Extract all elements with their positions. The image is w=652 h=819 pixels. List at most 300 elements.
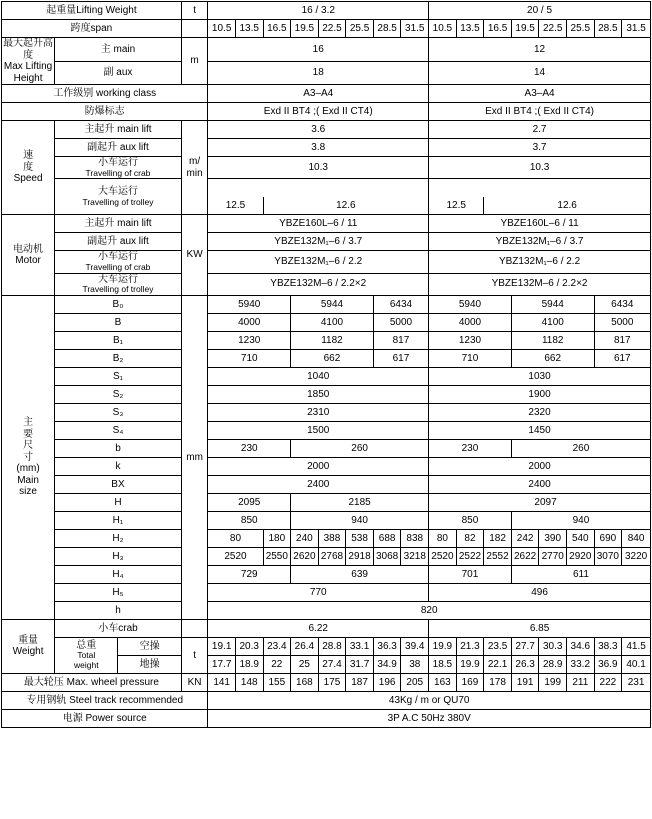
size-B-b-1: 4000: [429, 313, 512, 331]
main-size-label-cn-1: 主: [23, 417, 34, 429]
table-row-motor-crab: [2, 251, 651, 273]
table-row-size-S3: [2, 403, 651, 421]
sub-label-cab-control: 空操: [118, 637, 181, 655]
size-H3-b-7: 3070: [594, 547, 622, 565]
gnd-b-7: 36.9: [594, 655, 622, 673]
size-H4-a-2: 639: [291, 565, 429, 583]
table-row-size-H: [2, 493, 651, 511]
size-B0-b-3: 6434: [594, 295, 650, 313]
sub-label-motor-crab: [55, 251, 182, 273]
size-H1-a-1: 850: [208, 511, 291, 529]
value-speed-aux-lift-a: 3.8: [208, 139, 429, 157]
size-H-b-1: 2097: [429, 493, 651, 511]
size-H2-a-2: 180: [263, 529, 291, 547]
crane-specification-table: [1, 1, 651, 728]
row-label-span: 跨度span: [2, 20, 182, 38]
value-speed-trolley-a2: 12.6: [263, 197, 429, 215]
value-working-class-a: A3–A4: [208, 85, 429, 103]
value-speed-crab-b: 10.3: [429, 157, 651, 179]
size-B0-a-1: 5940: [208, 295, 291, 313]
size-B2-b-2: 662: [511, 349, 594, 367]
size-name-S2: S₂: [55, 385, 182, 403]
size-name-B0: B₀: [55, 295, 182, 313]
table-row-weight-crab: [2, 619, 651, 637]
table-row-size-H2: [2, 529, 651, 547]
wp-a-6: 187: [346, 673, 374, 691]
row-label-main-size: [2, 295, 55, 619]
size-H2-b-8: 840: [622, 529, 651, 547]
gnd-a-3: 22: [263, 655, 291, 673]
span-a-5: 22.5: [318, 20, 346, 38]
value-crab-weight-b: 6.85: [429, 619, 651, 637]
sub-label-ground-control: 地操: [118, 655, 181, 673]
unit-total-weight: t: [181, 637, 208, 673]
table-row-power-source: [2, 709, 651, 727]
sub-label-speed-crab: [55, 157, 182, 179]
span-b-6: 25.5: [567, 20, 595, 38]
sub-label-crab-weight: 小车crab: [55, 619, 182, 637]
size-S1-a: 1040: [208, 367, 429, 385]
max-lifting-height-label-en-1: Max Lifting: [3, 61, 53, 72]
motor-crab-label-en: Travelling of crab: [85, 261, 151, 272]
main-size-label-mm: (mm): [16, 463, 40, 475]
value-height-main-b: 12: [429, 38, 651, 62]
max-lifting-height-label-cn: 最大起升高度: [3, 38, 54, 61]
size-H3-b-1: 2520: [429, 547, 457, 565]
size-B0-a-2: 5944: [291, 295, 374, 313]
size-H1-b-1: 850: [429, 511, 512, 529]
row-label-wheel-pressure: 最大轮压 Max. wheel pressure: [2, 673, 182, 691]
size-H3-a-7: 3218: [401, 547, 429, 565]
table-row-motor-trolley: [2, 273, 651, 295]
size-H2-a-6: 688: [373, 529, 401, 547]
table-row-steel-track: [2, 691, 651, 709]
size-H2-b-4: 242: [511, 529, 539, 547]
size-B0-b-1: 5940: [429, 295, 512, 313]
spacer-speed-trolley-b: [429, 179, 651, 197]
size-H4-b-2: 611: [511, 565, 650, 583]
size-H4-b-1: 701: [429, 565, 512, 583]
gnd-b-8: 40.1: [622, 655, 651, 673]
table-row-size-k: [2, 457, 651, 475]
size-S1-b: 1030: [429, 367, 651, 385]
size-H3-a-3: 2620: [291, 547, 319, 565]
gnd-a-2: 18.9: [235, 655, 263, 673]
value-steel-track: 43Kg / m or QU70: [208, 691, 651, 709]
value-speed-trolley-b1: 12.5: [429, 197, 484, 215]
gnd-a-6: 31.7: [346, 655, 374, 673]
wp-b-2: 169: [456, 673, 484, 691]
speed-crab-label-en: Travelling of crab: [85, 167, 151, 178]
speed-label-en: Speed: [13, 173, 43, 185]
sub-label-motor-main-lift: 主起升 main lift: [55, 215, 182, 233]
table-row-speed-aux-lift: [2, 139, 651, 157]
size-S4-a: 1500: [208, 421, 429, 439]
size-H1-a-2: 940: [291, 511, 429, 529]
table-row-size-S4: [2, 421, 651, 439]
size-name-B2: B₂: [55, 349, 182, 367]
value-motor-main-lift-b: YBZE160L–6 / 11: [429, 215, 651, 233]
cab-a-1: 19.1: [208, 637, 236, 655]
size-name-S3: S₃: [55, 403, 182, 421]
value-explosion-proof-a: Exd II BT4 ;( Exd II CT4): [208, 103, 429, 121]
table-row-explosion-proof: [2, 103, 651, 121]
table-row-size-h: [2, 601, 651, 619]
size-H1-b-2: 940: [511, 511, 650, 529]
gnd-b-2: 19.9: [456, 655, 484, 673]
speed-label-cn-2: 度: [23, 161, 34, 173]
row-label-max-lifting-height: [2, 38, 55, 85]
span-b-2: 13.5: [456, 20, 484, 38]
size-B-b-3: 5000: [594, 313, 650, 331]
sub-label-speed-trolley: [55, 179, 182, 215]
sub-label-aux: 副 aux: [55, 61, 182, 85]
gnd-b-3: 22.1: [484, 655, 512, 673]
table-row-size-B2: [2, 349, 651, 367]
main-size-label-en-1: Main: [17, 474, 39, 486]
gnd-a-5: 27.4: [318, 655, 346, 673]
unit-main-size: mm: [181, 295, 208, 619]
span-b-1: 10.5: [429, 20, 457, 38]
span-a-6: 25.5: [346, 20, 374, 38]
size-BX-a: 2400: [208, 475, 429, 493]
motor-crab-label-cn: 小车运行: [97, 251, 138, 263]
size-S3-a: 2310: [208, 403, 429, 421]
size-S2-b: 1900: [429, 385, 651, 403]
size-H3-b-5: 2770: [539, 547, 567, 565]
span-a-4: 19.5: [291, 20, 319, 38]
unit-span: [181, 20, 208, 38]
cab-b-5: 30.3: [539, 637, 567, 655]
wp-a-4: 168: [291, 673, 319, 691]
main-size-label-cn-4: 寸: [23, 451, 34, 463]
motor-trolley-label-en: Travelling of trolley: [82, 284, 154, 295]
size-H2-a-1: 80: [208, 529, 263, 547]
size-H2-a-3: 240: [291, 529, 319, 547]
size-H3-b-3: 2552: [484, 547, 512, 565]
value-height-aux-b: 14: [429, 61, 651, 85]
row-label-power-source: 电源 Power source: [2, 709, 208, 727]
span-b-3: 16.5: [484, 20, 512, 38]
size-B1-b-2: 1182: [511, 331, 594, 349]
size-b-b-2: 260: [511, 439, 650, 457]
size-B-a-3: 5000: [373, 313, 428, 331]
size-H2-a-5: 538: [346, 529, 374, 547]
size-H3-a-2: 2550: [263, 547, 291, 565]
wp-a-3: 155: [263, 673, 291, 691]
size-B2-a-2: 662: [291, 349, 374, 367]
size-H3-b-4: 2622: [511, 547, 539, 565]
span-a-8: 31.5: [401, 20, 429, 38]
size-H3-b-2: 2522: [456, 547, 484, 565]
wp-b-5: 199: [539, 673, 567, 691]
wp-a-5: 175: [318, 673, 346, 691]
wp-b-1: 163: [429, 673, 457, 691]
table-row-size-H3: [2, 547, 651, 565]
size-H-a-1: 2095: [208, 493, 291, 511]
span-a-2: 13.5: [235, 20, 263, 38]
value-speed-crab-a: 10.3: [208, 157, 429, 179]
table-row-size-B1: [2, 331, 651, 349]
max-lifting-height-label-en-2: Height: [13, 72, 43, 84]
value-working-class-b: A3–A4: [429, 85, 651, 103]
size-H3-a-6: 3068: [373, 547, 401, 565]
size-H2-b-7: 690: [594, 529, 622, 547]
table-row-speed-main-lift: [2, 121, 651, 139]
size-name-B: B: [55, 313, 182, 331]
table-row-motor-aux-lift: [2, 233, 651, 251]
size-BX-b: 2400: [429, 475, 651, 493]
size-B0-a-3: 6434: [373, 295, 428, 313]
size-B2-b-3: 617: [594, 349, 650, 367]
cab-b-7: 38.3: [594, 637, 622, 655]
size-B0-b-2: 5944: [511, 295, 594, 313]
size-name-H: H: [55, 493, 182, 511]
span-a-3: 16.5: [263, 20, 291, 38]
size-b-b-1: 230: [429, 439, 512, 457]
size-B1-a-1: 1230: [208, 331, 291, 349]
table-row-size-BX: [2, 475, 651, 493]
size-name-H2: H₂: [55, 529, 182, 547]
size-B1-a-2: 1182: [291, 331, 374, 349]
speed-trolley-label-en: Travelling of trolley: [82, 196, 154, 207]
size-H2-b-5: 390: [539, 529, 567, 547]
row-label-working-class: 工作级别 working class: [2, 85, 208, 103]
table-row-weight-cab-control: [2, 637, 651, 655]
row-label-lifting-weight: 起重量Lifting Weight: [2, 2, 182, 20]
table-row-size-B: [2, 313, 651, 331]
main-size-label-en-2: size: [19, 486, 37, 498]
table-row-max-lifting-height-main: [2, 38, 651, 62]
unit-max-lifting-height: m: [181, 38, 208, 85]
value-speed-main-lift-b: 2.7: [429, 121, 651, 139]
size-H3-a-1: 2520: [208, 547, 263, 565]
size-H3-a-4: 2768: [318, 547, 346, 565]
span-b-7: 28.5: [594, 20, 622, 38]
gnd-b-1: 18.5: [429, 655, 457, 673]
wp-a-1: 141: [208, 673, 236, 691]
size-B-b-2: 4100: [511, 313, 594, 331]
size-H2-a-7: 838: [401, 529, 429, 547]
table-row-lifting-weight: [2, 2, 651, 20]
unit-motor: KW: [181, 215, 208, 296]
size-b-a-2: 260: [291, 439, 429, 457]
gnd-b-6: 33.2: [567, 655, 595, 673]
motor-trolley-label-cn: 大车运行: [97, 273, 138, 285]
table-row-size-H1: [2, 511, 651, 529]
table-row-working-class: [2, 85, 651, 103]
size-name-H1: H₁: [55, 511, 182, 529]
size-h-value: 820: [208, 601, 651, 619]
cab-a-5: 28.8: [318, 637, 346, 655]
value-speed-trolley-a1: 12.5: [208, 197, 263, 215]
sub-label-motor-aux-lift: 副起升 aux lift: [55, 233, 182, 251]
cab-b-2: 21.3: [456, 637, 484, 655]
size-name-k: k: [55, 457, 182, 475]
table-row-size-S1: [2, 367, 651, 385]
wp-b-6: 211: [567, 673, 595, 691]
table-row-size-H5: [2, 583, 651, 601]
motor-label-en: Motor: [15, 255, 41, 267]
size-H5-b: 496: [429, 583, 651, 601]
size-S3-b: 2320: [429, 403, 651, 421]
cab-a-8: 39.4: [401, 637, 429, 655]
row-label-steel-track: 专用钢轨 Steel track recommended: [2, 691, 208, 709]
row-label-speed: [2, 121, 55, 215]
size-name-h: h: [55, 601, 182, 619]
row-label-motor: [2, 215, 55, 296]
size-B2-a-3: 617: [373, 349, 428, 367]
cab-b-1: 19.9: [429, 637, 457, 655]
wp-b-3: 178: [484, 673, 512, 691]
table-row-size-b: [2, 439, 651, 457]
value-height-main-a: 16: [208, 38, 429, 62]
total-weight-label-en-1: Total: [77, 650, 96, 661]
total-weight-label-cn: 总重: [76, 639, 97, 651]
value-height-aux-a: 18: [208, 61, 429, 85]
motor-label-cn-1: 电动机: [13, 243, 44, 255]
cab-b-8: 41.5: [622, 637, 651, 655]
table-row-size-S2: [2, 385, 651, 403]
value-speed-main-lift-a: 3.6: [208, 121, 429, 139]
value-lifting-weight-b: 20 / 5: [429, 2, 651, 20]
gnd-a-4: 25: [291, 655, 319, 673]
value-speed-trolley-b2: 12.6: [484, 197, 651, 215]
main-size-label-cn-2: 要: [23, 428, 34, 440]
total-weight-label-en-2: weight: [74, 660, 99, 671]
size-k-b: 2000: [429, 457, 651, 475]
size-H2-b-6: 540: [567, 529, 595, 547]
size-k-a: 2000: [208, 457, 429, 475]
size-name-b: b: [55, 439, 182, 457]
size-name-S1: S₁: [55, 367, 182, 385]
table-row-motor-main-lift: [2, 215, 651, 233]
gnd-b-5: 28.9: [539, 655, 567, 673]
size-H4-a-1: 729: [208, 565, 291, 583]
table-row-speed-crab: [2, 157, 651, 179]
main-size-label-cn-3: 尺: [23, 440, 34, 452]
size-name-BX: BX: [55, 475, 182, 493]
speed-crab-label-cn: 小车运行: [97, 157, 138, 168]
sub-label-speed-aux-lift: 副起升 aux lift: [55, 139, 182, 157]
value-lifting-weight-a: 16 / 3.2: [208, 2, 429, 20]
size-H2-a-4: 388: [318, 529, 346, 547]
unit-speed-1: m/: [189, 156, 201, 168]
size-H2-b-3: 182: [484, 529, 512, 547]
size-name-B1: B₁: [55, 331, 182, 349]
wp-b-8: 231: [622, 673, 651, 691]
value-motor-crab-a: YBZE132M₁–6 / 2.2: [208, 251, 429, 273]
size-S2-a: 1850: [208, 385, 429, 403]
cab-a-7: 36.3: [373, 637, 401, 655]
gnd-a-7: 34.9: [373, 655, 401, 673]
weight-label-en: Weight: [12, 646, 44, 658]
sub-label-main: 主 main: [55, 38, 182, 62]
span-b-5: 22.5: [539, 20, 567, 38]
value-motor-main-lift-a: YBZE160L–6 / 11: [208, 215, 429, 233]
size-H5-a: 770: [208, 583, 429, 601]
value-motor-crab-b: YBZ132M₁–6 / 2.2: [429, 251, 651, 273]
cab-a-6: 33.1: [346, 637, 374, 655]
size-B1-b-3: 817: [594, 331, 650, 349]
size-H2-b-2: 82: [456, 529, 484, 547]
size-B1-b-1: 1230: [429, 331, 512, 349]
span-b-4: 19.5: [511, 20, 539, 38]
sub-label-total-weight: [55, 637, 118, 673]
table-row-max-lifting-height-aux: [2, 61, 651, 85]
cab-a-3: 23.4: [263, 637, 291, 655]
weight-label-cn: 重量: [18, 634, 39, 646]
size-name-H3: H₃: [55, 547, 182, 565]
value-explosion-proof-b: Exd II BT4 ;( Exd II CT4): [429, 103, 651, 121]
size-S4-b: 1450: [429, 421, 651, 439]
size-b-a-1: 230: [208, 439, 291, 457]
table-row-wheel-pressure: [2, 673, 651, 691]
size-name-H4: H₄: [55, 565, 182, 583]
size-H3-b-6: 2920: [567, 547, 595, 565]
value-motor-aux-lift-a: YBZE132M₁–6 / 3.7: [208, 233, 429, 251]
cab-b-6: 34.6: [567, 637, 595, 655]
cab-a-2: 20.3: [235, 637, 263, 655]
span-a-1: 10.5: [208, 20, 236, 38]
speed-trolley-label-cn: 大车运行: [97, 186, 138, 198]
cab-b-4: 27.7: [511, 637, 539, 655]
size-H-a-2: 2185: [291, 493, 429, 511]
size-B2-a-1: 710: [208, 349, 291, 367]
value-speed-aux-lift-b: 3.7: [429, 139, 651, 157]
value-power-source: 3P A.C 50Hz 380V: [208, 709, 651, 727]
gnd-a-1: 17.7: [208, 655, 236, 673]
value-motor-trolley-a: YBZE132M–6 / 2.2×2: [208, 273, 429, 295]
unit-speed-2: min: [186, 167, 203, 179]
span-b-8: 31.5: [622, 20, 651, 38]
size-B1-a-3: 817: [373, 331, 428, 349]
size-name-H5: H₅: [55, 583, 182, 601]
spacer-speed-trolley-a: [208, 179, 429, 197]
span-a-7: 28.5: [373, 20, 401, 38]
unit-crab-weight: [181, 619, 208, 637]
table-row-size-H4: [2, 565, 651, 583]
size-B-a-2: 4100: [291, 313, 374, 331]
sub-label-motor-trolley: [55, 273, 182, 295]
size-H3-b-8: 3220: [622, 547, 651, 565]
table-row-span: [2, 20, 651, 38]
unit-wheel-pressure: KN: [181, 673, 208, 691]
size-H2-b-1: 80: [429, 529, 457, 547]
row-label-weight: [2, 619, 55, 673]
size-B2-b-1: 710: [429, 349, 512, 367]
value-motor-aux-lift-b: YBZE132M₁–6 / 3.7: [429, 233, 651, 251]
sub-label-speed-main-lift: 主起升 main lift: [55, 121, 182, 139]
size-name-S4: S₄: [55, 421, 182, 439]
gnd-a-8: 38: [401, 655, 429, 673]
speed-label-cn-1: 速: [23, 150, 34, 162]
cab-b-3: 23.5: [484, 637, 512, 655]
wp-b-4: 191: [511, 673, 539, 691]
wp-b-7: 222: [594, 673, 622, 691]
table-row-size-B0: [2, 295, 651, 313]
wp-a-7: 196: [373, 673, 401, 691]
row-label-explosion-proof: 防爆标志: [2, 103, 208, 121]
size-H3-a-5: 2918: [346, 547, 374, 565]
unit-lifting-weight: t: [181, 2, 208, 20]
cab-a-4: 26.4: [291, 637, 319, 655]
wp-a-8: 205: [401, 673, 429, 691]
table-row-speed-trolley-label: [2, 179, 651, 197]
size-B-a-1: 4000: [208, 313, 291, 331]
value-crab-weight-a: 6.22: [208, 619, 429, 637]
wp-a-2: 148: [235, 673, 263, 691]
